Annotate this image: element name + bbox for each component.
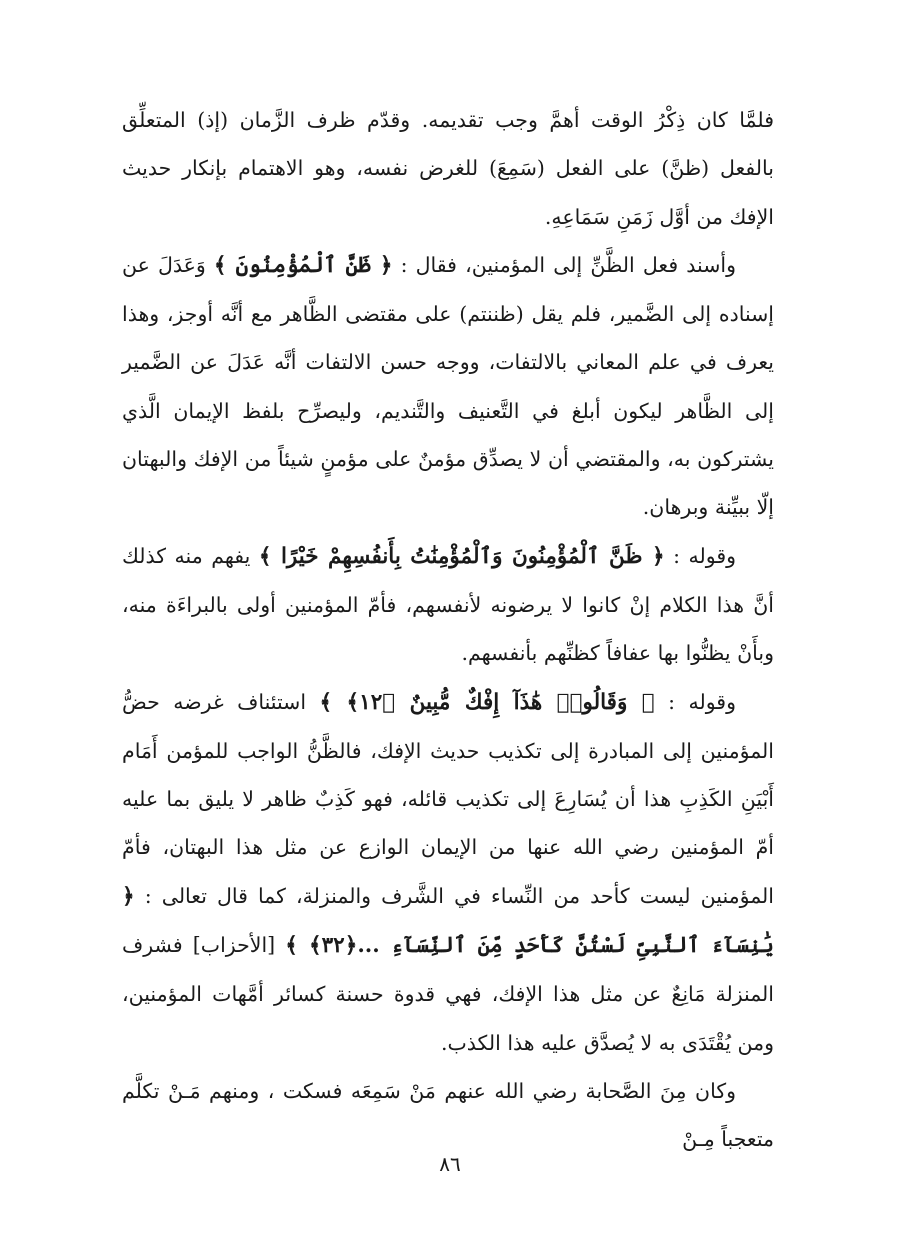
paragraph-2 [122,241,774,532]
text-segment: فلمَّا كان ذِكْرُ الوقت أهمَّ وجب تقديمه. وقدّم ظرف الزَّمان (إذ) المتعلِّق بالفعل (ظنَّ) على الفعل (سَمِعَ) للغرض نفسه، وهو الاهتمام بإنكار حديث الإفك من أوَّل زَمَنِ سَمَاعِهِ. [122,108,774,229]
text-segment: وأسند فعل الظَّنِّ إلى المؤمنين، فقال : [392,252,736,277]
paragraph-3 [122,532,774,678]
text-segment: وكان مِنَ الصَّحابة رضي الله عنهم مَنْ سَمِعَه فسكت ، ومنهم مَـنْ تكلَّم متعجباً مِـنْ [122,1078,774,1152]
text-segment: وَعَدَلَ عن إسناده إلى الضَّمير، فلم يقل (ظننتم) على مقتضى الظَّاهر مع أنَّه أوجز، وهذا يعرف في علم المعاني بالالتفات، ووجه حسن الالتفات أنَّه عَدَلَ عن الضَّمير إلى الظَّاهر ليكون أبلغ في التَّعنيف والتَّنديم، وليصرِّح بلفظ الإيمان الَّذي يشتركون به، والمقتضي أن لا يصدِّق مؤمنٌ على مؤمنٍ شيئاً من الإفك والبهتان إلّا ببيِّنة وبرهان. [122,252,774,520]
text-segment: وقوله : [654,689,737,714]
paragraph-4 [122,678,774,1067]
quran-verse: ﴿ ظَنَّ ٱلْمُؤْمِنُونَ ﴾ [213,252,393,278]
text-segment: وقوله : [664,543,737,568]
body-text [122,96,774,1164]
text-segment: يفهم منه كذلك أنَّ هذا الكلام إنْ كانوا لا يرضونه لأنفسهم، فأمّ المؤمنين أولى بالبراءَة منه، وبأَنْ يظنُّوا بها عفافاً كظنِّهم بأنفسهم. [122,543,774,666]
page-number: ٨٦ [439,1152,461,1176]
text-segment: [الأحزاب] فشرف المنزلة مَانِعٌ عن مثل هذا الإفك، فهي قدوة حسنة كسائر أمَّهات المؤمنين، ومن يُقْتَدَى به لا يُصدَّق عليه هذا الكذب. [122,933,774,1055]
text-segment: استئناف غرضه حضُّ المؤمنين إلى المبادرة إلى تكذيب حديث الإفك، فالظَّنُّ الواجب للمؤمن أَمَام أَبْيَنِ الكَذِبِ هذا أن يُسَارِعَ إلى تكذيب قائله، فهو كَذِبٌ ظاهر لا يليق بما عليه أمّ المؤمنين رضي الله عنها من الإيمان الوازع عن مثل هذا البهتان، فأمّ المؤمنين ليست كأحد من النِّساء في الشَّرف والمنزلة، كما قال تعالى : [122,689,774,908]
paragraph-1 [122,96,774,241]
quran-verse: ﴿ ظَنَّ ٱلْمُؤْمِنُونَ وَٱلْمُؤْمِنَٰتُ بِأَنفُسِهِمْ خَيْرًا ﴾ [258,543,665,569]
quran-verse: ﴿ يَٰنِسَآءَ ٱلنَّبِىِّ لَسْتُنَّ كَأَحَدٍ مِّنَ ٱلنِّسَآءِ ...﴿٣٢﴾ ﴾ [122,883,774,959]
paragraph-5 [122,1067,774,1164]
quran-verse: ﴿ وَقَالُوا۟ هَٰذَآ إِفْكٌ مُّبِينٌ ﴿١٢﴾ ﴾ [319,689,655,715]
